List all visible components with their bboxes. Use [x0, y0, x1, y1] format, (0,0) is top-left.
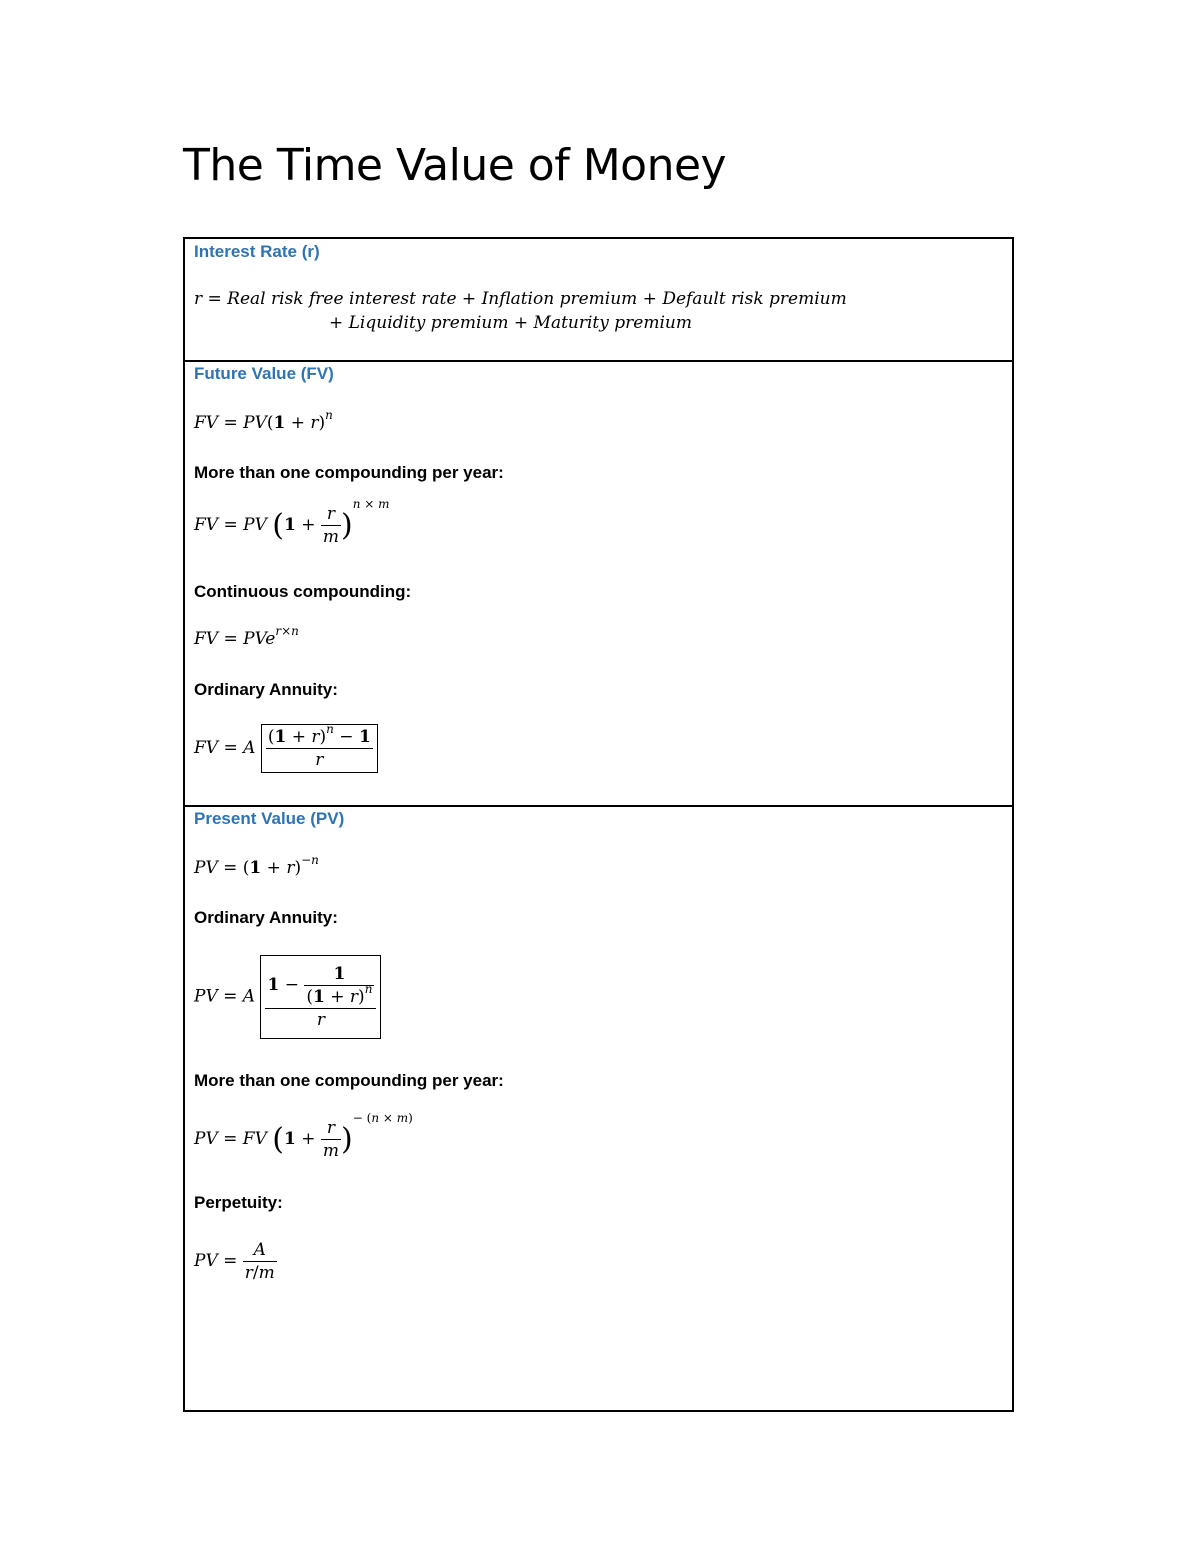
- pv-multi-compounding-formula: PV = FV (1 + $\frac{r}{m}$ )$^{- (n \times m)}$: [194, 1111, 413, 1161]
- fv-multi-compounding-formula: FV = PV (1 + $\frac{r}{m}$ )$^{n \times m}$: [194, 497, 390, 547]
- fv-basic-formula: FV = $PV(1 + r)^n$: [194, 408, 333, 433]
- bracket: $\frac{(1 + r)^n - 1}{r}$: [261, 724, 378, 773]
- fv-annuity-label: Ordinary Annuity:: [194, 680, 338, 699]
- fv-continuous-label: Continuous compounding:: [194, 582, 412, 601]
- bracket: 1 − $\frac{1}{(1 + r)^n}$ r: [260, 955, 381, 1039]
- pv-annuity-label: Ordinary Annuity:: [194, 908, 338, 927]
- pv-perpetuity-formula: PV = $\frac{A}{r/m}$: [194, 1240, 275, 1283]
- present-value-heading: Present Value (PV): [194, 809, 345, 828]
- fv-continuous-formula: FV = PVe$^{r\times n}$: [194, 624, 299, 649]
- fv-annuity-formula: FV = A $\frac{(1 + r)^n - 1}{r}$: [194, 724, 378, 773]
- interest-rate-section: [185, 239, 1012, 360]
- page-title: The Time Value of Money: [183, 140, 727, 191]
- interest-rate-formula-line2: + Liquidity premium + Maturity premium: [329, 313, 692, 333]
- interest-rate-formula-line1: r = Real risk free interest rate + Inflation premium + Default risk premium: [194, 289, 847, 309]
- present-value-section: [185, 805, 1012, 1410]
- future-value-heading: Future Value (FV): [194, 364, 334, 383]
- future-value-section: [185, 360, 1012, 805]
- pv-annuity-formula: PV = A 1 − $\frac{1}{(1 + r)^n}$ r: [194, 955, 381, 1039]
- formula-table: [183, 237, 1014, 1412]
- fv-multi-compounding-label: More than one compounding per year:: [194, 463, 504, 482]
- interest-rate-heading: Interest Rate (r): [194, 242, 320, 261]
- pv-basic-formula: PV = $(1 + r)^{-n}$: [194, 853, 319, 878]
- pv-multi-compounding-label: More than one compounding per year:: [194, 1071, 504, 1090]
- pv-perpetuity-label: Perpetuity:: [194, 1193, 283, 1212]
